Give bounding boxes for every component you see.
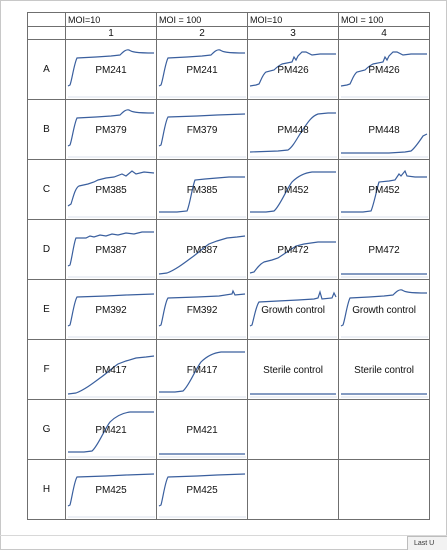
strain-label: FM417	[186, 365, 218, 376]
horizontal-divider	[0, 535, 447, 536]
strain-label: FM385	[186, 185, 218, 196]
well-cell[interactable]	[157, 160, 248, 220]
strain-label: Growth control	[261, 305, 325, 316]
well-cell[interactable]	[157, 460, 248, 520]
growth-curve	[341, 134, 427, 153]
strain-label: PM426	[277, 65, 309, 76]
well-cell[interactable]	[248, 280, 339, 340]
well-cell[interactable]	[248, 400, 339, 460]
well-cell[interactable]	[66, 160, 157, 220]
row-label: A	[28, 40, 66, 100]
well-cell[interactable]	[66, 220, 157, 280]
well-cell[interactable]	[248, 220, 339, 280]
well-cell[interactable]	[66, 400, 157, 460]
strain-label: PM421	[95, 425, 127, 436]
well-row-g	[28, 400, 430, 460]
strain-label: FM392	[186, 305, 218, 316]
strain-label: PM421	[186, 425, 218, 436]
well-cell[interactable]	[248, 160, 339, 220]
well-cell[interactable]	[157, 40, 248, 100]
well-row-e	[28, 280, 430, 340]
well-cell[interactable]	[339, 40, 430, 100]
well-cell[interactable]	[66, 280, 157, 340]
well-cell[interactable]	[339, 400, 430, 460]
column-number: 4	[339, 27, 430, 40]
row-label: D	[28, 220, 66, 280]
strain-label: FM379	[186, 125, 218, 136]
strain-label: PM472	[368, 245, 400, 256]
well-cell[interactable]	[339, 160, 430, 220]
strain-label: PM452	[368, 185, 400, 196]
well-cell[interactable]	[157, 340, 248, 400]
well-cell[interactable]	[248, 40, 339, 100]
row-label: H	[28, 460, 66, 520]
well-cell[interactable]	[66, 340, 157, 400]
well-cell[interactable]	[248, 340, 339, 400]
strain-label: PM387	[186, 245, 218, 256]
strain-label: PM241	[95, 65, 127, 76]
column-number-row	[28, 27, 430, 40]
strain-label: PM452	[277, 185, 309, 196]
strain-label: PM425	[186, 485, 218, 496]
well-row-b	[28, 100, 430, 160]
well-cell[interactable]	[157, 280, 248, 340]
well-cell[interactable]	[339, 100, 430, 160]
well-row-c	[28, 160, 430, 220]
well-row-h	[28, 460, 430, 520]
well-cell[interactable]	[248, 460, 339, 520]
moi-label: MOI=10	[66, 13, 157, 27]
well-cell[interactable]	[66, 460, 157, 520]
corner-cell	[28, 13, 66, 27]
row-label: B	[28, 100, 66, 160]
well-cell[interactable]	[339, 220, 430, 280]
strain-label: PM385	[95, 185, 127, 196]
column-number: 1	[66, 27, 157, 40]
strain-label: PM417	[95, 365, 127, 376]
row-label: F	[28, 340, 66, 400]
column-number: 2	[157, 27, 248, 40]
row-label: C	[28, 160, 66, 220]
strain-label: PM425	[95, 485, 127, 496]
well-rows	[28, 40, 430, 520]
well-row-f	[28, 340, 430, 400]
strain-label: PM472	[277, 245, 309, 256]
plate-table	[27, 12, 430, 520]
row-label: E	[28, 280, 66, 340]
strain-label: Growth control	[352, 305, 416, 316]
well-cell[interactable]	[157, 220, 248, 280]
row-label: G	[28, 400, 66, 460]
well-row-d	[28, 220, 430, 280]
moi-header-row	[28, 13, 430, 27]
strain-label: Sterile control	[263, 365, 323, 376]
well-cell[interactable]	[157, 400, 248, 460]
well-row-a	[28, 40, 430, 100]
well-cell[interactable]	[339, 280, 430, 340]
strain-label: PM448	[368, 125, 400, 136]
moi-label: MOI=10	[248, 13, 339, 27]
well-cell[interactable]	[157, 100, 248, 160]
strain-label: PM392	[95, 305, 127, 316]
strain-label: PM241	[186, 65, 218, 76]
column-number: 3	[248, 27, 339, 40]
corner-cell	[28, 27, 66, 40]
well-cell[interactable]	[339, 460, 430, 520]
well-cell[interactable]	[66, 100, 157, 160]
moi-label: MOI = 100	[339, 13, 430, 27]
status-bar	[407, 536, 447, 550]
strain-label: PM448	[277, 125, 309, 136]
moi-label: MOI = 100	[157, 13, 248, 27]
status-text: Last U	[414, 540, 435, 547]
well-cell[interactable]	[66, 40, 157, 100]
strain-label: PM426	[368, 65, 400, 76]
well-cell[interactable]	[248, 100, 339, 160]
strain-label: PM387	[95, 245, 127, 256]
well-cell[interactable]	[339, 340, 430, 400]
strain-label: Sterile control	[354, 365, 414, 376]
strain-label: PM379	[95, 125, 127, 136]
